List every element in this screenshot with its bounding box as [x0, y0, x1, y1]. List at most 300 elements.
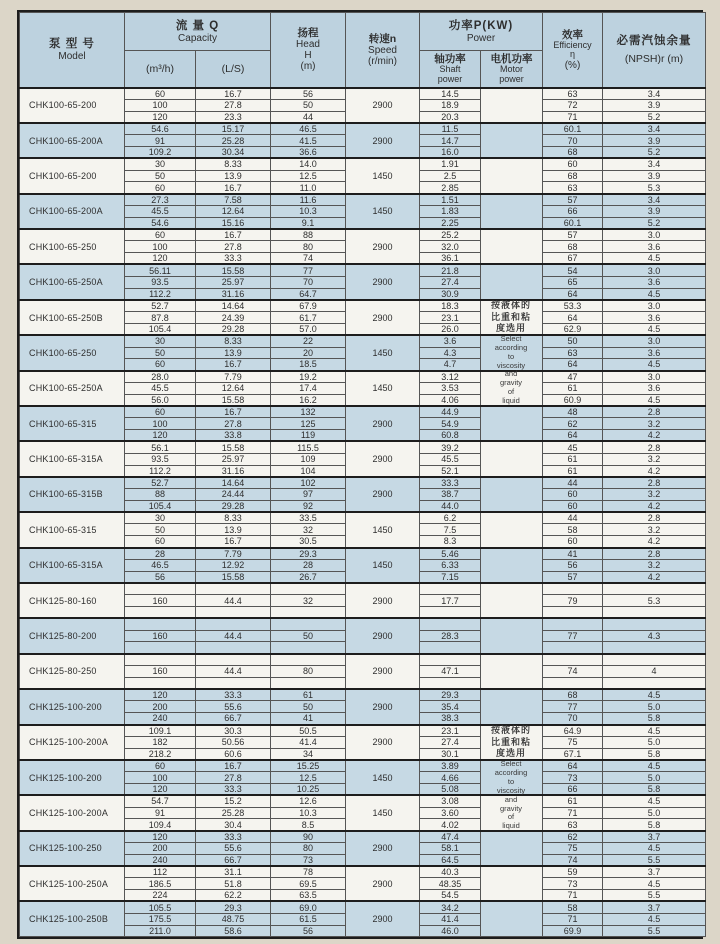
model-group: [20, 406, 706, 441]
model-cell: CHK125-100-200: [20, 760, 125, 795]
model-cell: CHK125-100-200: [20, 689, 125, 724]
header-model: [20, 13, 125, 88]
capacity-m3h-cell: [125, 583, 196, 595]
motor-power-cell: [481, 477, 543, 512]
shaft-power-cell: 21.8: [420, 264, 481, 276]
model-group: [20, 335, 706, 370]
efficiency-cell: 68: [543, 241, 603, 253]
capacity-m3h-cell: 224: [125, 890, 196, 902]
table-row: [20, 583, 706, 595]
head-cell: 34: [271, 748, 346, 760]
capacity-m3h-cell: 160: [125, 595, 196, 607]
capacity-m3h-cell: 120: [125, 253, 196, 265]
shaft-power-cell: 34.2: [420, 901, 481, 913]
header-unit-m3h: (m³/h): [125, 51, 196, 88]
npsh-cell: 4.5: [603, 760, 706, 772]
capacity-m3h-cell: 93.5: [125, 453, 196, 465]
efficiency-cell: 61: [543, 453, 603, 465]
shaft-power-cell: 14.7: [420, 135, 481, 147]
shaft-power-cell: 3.6: [420, 335, 481, 347]
head-cell: 10.3: [271, 205, 346, 217]
npsh-cell: 4.5: [603, 843, 706, 855]
capacity-ls-cell: 25.97: [196, 453, 271, 465]
head-cell: 74: [271, 253, 346, 265]
efficiency-cell: 60.1: [543, 123, 603, 135]
npsh-cell: 5.0: [603, 701, 706, 713]
model-cell: CHK100-65-250A: [20, 264, 125, 299]
capacity-ls-cell: 13.9: [196, 347, 271, 359]
npsh-cell: [603, 677, 706, 689]
efficiency-cell: [543, 583, 603, 595]
capacity-m3h-cell: 175.5: [125, 913, 196, 925]
head-cell: 10.25: [271, 784, 346, 796]
npsh-cell: [603, 618, 706, 630]
capacity-m3h-cell: 54.7: [125, 795, 196, 807]
motor-power-cell: [481, 335, 543, 370]
efficiency-cell: 75: [543, 736, 603, 748]
capacity-ls-cell: 15.17: [196, 123, 271, 135]
model-group: [20, 548, 706, 583]
head-cell: 19.2: [271, 371, 346, 383]
efficiency-cell: 67: [543, 253, 603, 265]
capacity-m3h-cell: 100: [125, 772, 196, 784]
efficiency-cell: [543, 677, 603, 689]
header-npsh-cn: 必需汽蚀余量: [616, 34, 692, 47]
table-row: [20, 300, 706, 312]
table-row: [20, 512, 706, 524]
efficiency-cell: 66: [543, 205, 603, 217]
model-group: [20, 300, 706, 335]
shaft-power-cell: 27.4: [420, 276, 481, 288]
efficiency-cell: 60: [543, 500, 603, 512]
shaft-power-cell: 35.4: [420, 701, 481, 713]
header-efficiency-cn: 效率: [562, 28, 583, 41]
efficiency-cell: 41: [543, 548, 603, 560]
npsh-cell: 5.2: [603, 146, 706, 158]
table-row: [20, 901, 706, 913]
npsh-cell: 3.7: [603, 901, 706, 913]
head-cell: [271, 618, 346, 630]
capacity-ls-cell: [196, 677, 271, 689]
capacity-ls-cell: 15.58: [196, 394, 271, 406]
header-model-cn: 泵 型 号: [49, 37, 95, 50]
model-cell: CHK100-65-315A: [20, 548, 125, 583]
npsh-cell: 3.4: [603, 123, 706, 135]
npsh-cell: 4.5: [603, 253, 706, 265]
table-row: [20, 264, 706, 276]
shaft-power-cell: 48.35: [420, 878, 481, 890]
model-cell: CHK100-65-250A: [20, 371, 125, 406]
shaft-power-cell: 8.3: [420, 536, 481, 548]
npsh-cell: 4.5: [603, 323, 706, 335]
head-cell: 61: [271, 689, 346, 701]
efficiency-cell: 62: [543, 831, 603, 843]
head-cell: 78: [271, 866, 346, 878]
speed-cell: 1450: [346, 194, 420, 229]
header-head-cn: 扬程: [297, 27, 319, 40]
capacity-ls-cell: [196, 583, 271, 595]
header-capacity: [125, 13, 271, 51]
model-cell: CHK125-80-200: [20, 618, 125, 653]
head-cell: 22: [271, 335, 346, 347]
capacity-ls-cell: 24.39: [196, 312, 271, 324]
capacity-m3h-cell: 50: [125, 524, 196, 536]
shaft-power-cell: 47.4: [420, 831, 481, 843]
efficiency-cell: 64: [543, 760, 603, 772]
model-group: [20, 866, 706, 901]
capacity-m3h-cell: 100: [125, 241, 196, 253]
capacity-ls-cell: 7.79: [196, 371, 271, 383]
table-row: [20, 760, 706, 772]
shaft-power-cell: 2.85: [420, 182, 481, 194]
npsh-cell: 3.9: [603, 170, 706, 182]
speed-cell: 1450: [346, 512, 420, 547]
head-cell: 119: [271, 430, 346, 442]
capacity-m3h-cell: 100: [125, 418, 196, 430]
efficiency-cell: 56: [543, 559, 603, 571]
table-row: [20, 618, 706, 630]
capacity-ls-cell: 30.3: [196, 725, 271, 737]
capacity-m3h-cell: 218.2: [125, 748, 196, 760]
npsh-cell: 3.4: [603, 194, 706, 206]
speed-cell: 2900: [346, 654, 420, 689]
head-cell: 73: [271, 854, 346, 866]
efficiency-cell: 64: [543, 359, 603, 371]
capacity-ls-cell: 44.4: [196, 630, 271, 642]
efficiency-cell: 71: [543, 111, 603, 123]
model-cell: CHK100-65-315B: [20, 477, 125, 512]
capacity-ls-cell: 12.64: [196, 382, 271, 394]
shaft-power-cell: 18.3: [420, 300, 481, 312]
efficiency-cell: 60.9: [543, 394, 603, 406]
npsh-cell: 5.0: [603, 807, 706, 819]
capacity-m3h-cell: 54.6: [125, 217, 196, 229]
capacity-ls-cell: 27.8: [196, 772, 271, 784]
npsh-cell: 5.8: [603, 819, 706, 831]
npsh-cell: 5.5: [603, 890, 706, 902]
capacity-ls-cell: 29.28: [196, 323, 271, 335]
speed-cell: 2900: [346, 477, 420, 512]
npsh-cell: 3.6: [603, 347, 706, 359]
npsh-cell: 5.3: [603, 595, 706, 607]
capacity-ls-cell: 23.3: [196, 111, 271, 123]
capacity-m3h-cell: 60: [125, 406, 196, 418]
capacity-ls-cell: 15.58: [196, 441, 271, 453]
npsh-cell: 5.2: [603, 217, 706, 229]
header-power-en: Power: [466, 32, 496, 44]
capacity-m3h-cell: [125, 677, 196, 689]
head-cell: [271, 583, 346, 595]
npsh-cell: 3.2: [603, 489, 706, 501]
shaft-power-cell: 47.1: [420, 666, 481, 678]
model-group: [20, 371, 706, 406]
npsh-cell: 2.8: [603, 406, 706, 418]
capacity-ls-cell: 33.8: [196, 430, 271, 442]
capacity-ls-cell: 25.97: [196, 276, 271, 288]
shaft-power-cell: 30.1: [420, 748, 481, 760]
capacity-m3h-cell: 60: [125, 88, 196, 100]
capacity-m3h-cell: 120: [125, 784, 196, 796]
shaft-power-cell: 3.53: [420, 382, 481, 394]
efficiency-cell: 57: [543, 194, 603, 206]
capacity-ls-cell: 27.8: [196, 99, 271, 111]
npsh-cell: 2.8: [603, 512, 706, 524]
table-row: [20, 335, 706, 347]
shaft-power-cell: 4.3: [420, 347, 481, 359]
shaft-power-cell: [420, 607, 481, 619]
shaft-power-cell: 6.2: [420, 512, 481, 524]
speed-cell: 2900: [346, 689, 420, 724]
model-group: [20, 229, 706, 264]
motor-power-cell: [481, 512, 543, 547]
capacity-ls-cell: 13.9: [196, 170, 271, 182]
capacity-m3h-cell: 109.2: [125, 146, 196, 158]
head-cell: 77: [271, 264, 346, 276]
table-row: [20, 123, 706, 135]
motor-note-en-upper: Select according to viscosity and gravity of liquid: [494, 333, 528, 406]
model-cell: CHK100-65-200A: [20, 194, 125, 229]
shaft-power-cell: 2.25: [420, 217, 481, 229]
efficiency-cell: [543, 618, 603, 630]
capacity-m3h-cell: 30: [125, 335, 196, 347]
model-cell: CHK100-65-200: [20, 88, 125, 123]
efficiency-cell: 57: [543, 229, 603, 241]
speed-cell: 1450: [346, 548, 420, 583]
head-cell: 12.5: [271, 170, 346, 182]
npsh-cell: 5.5: [603, 925, 706, 937]
npsh-cell: 5.0: [603, 772, 706, 784]
head-cell: 132: [271, 406, 346, 418]
capacity-ls-cell: 16.7: [196, 536, 271, 548]
header-efficiency: 效率 Efficiency η (%): [543, 13, 603, 88]
npsh-cell: 4: [603, 666, 706, 678]
capacity-m3h-cell: 211.0: [125, 925, 196, 937]
npsh-cell: 3.6: [603, 241, 706, 253]
motor-power-cell: [481, 689, 543, 724]
npsh-cell: 3.2: [603, 559, 706, 571]
table-row: [20, 406, 706, 418]
head-cell: 46.5: [271, 123, 346, 135]
motor-power-cell: [481, 548, 543, 583]
capacity-ls-cell: 25.28: [196, 135, 271, 147]
capacity-ls-cell: 30.34: [196, 146, 271, 158]
motor-power-cell: [481, 618, 543, 653]
head-cell: 61.7: [271, 312, 346, 324]
npsh-cell: 5.3: [603, 182, 706, 194]
capacity-ls-cell: 13.9: [196, 524, 271, 536]
pump-spec-table: [19, 12, 706, 937]
npsh-cell: 3.9: [603, 99, 706, 111]
capacity-ls-cell: 62.2: [196, 890, 271, 902]
speed-cell: 2900: [346, 831, 420, 866]
capacity-m3h-cell: 112: [125, 866, 196, 878]
capacity-ls-cell: 25.28: [196, 807, 271, 819]
capacity-ls-cell: 55.6: [196, 843, 271, 855]
efficiency-cell: 44: [543, 512, 603, 524]
capacity-m3h-cell: 52.7: [125, 477, 196, 489]
shaft-power-cell: [420, 642, 481, 654]
motor-note-cn-lower: 按液体的 比重和粘 度选用: [490, 725, 531, 759]
table-row: [20, 654, 706, 666]
shaft-power-cell: 26.0: [420, 323, 481, 335]
capacity-m3h-cell: 182: [125, 736, 196, 748]
motor-power-cell: [481, 123, 543, 158]
capacity-m3h-cell: [125, 618, 196, 630]
capacity-m3h-cell: 56.0: [125, 394, 196, 406]
table-row: [20, 689, 706, 701]
capacity-ls-cell: 24.44: [196, 489, 271, 501]
motor-power-cell: [481, 831, 543, 866]
header-npsh-en: (NPSH)r (m): [624, 52, 684, 65]
head-cell: 50: [271, 701, 346, 713]
capacity-m3h-cell: 112.2: [125, 288, 196, 300]
capacity-m3h-cell: 112.2: [125, 465, 196, 477]
shaft-power-cell: [420, 583, 481, 595]
table-row: [20, 795, 706, 807]
capacity-m3h-cell: 30: [125, 512, 196, 524]
model-group: [20, 689, 706, 724]
head-cell: 109: [271, 453, 346, 465]
efficiency-cell: 61: [543, 382, 603, 394]
table-row: [20, 371, 706, 383]
head-cell: 56: [271, 88, 346, 100]
capacity-m3h-cell: 56.11: [125, 264, 196, 276]
speed-cell: 2900: [346, 441, 420, 476]
capacity-m3h-cell: 60: [125, 760, 196, 772]
model-group: [20, 512, 706, 547]
capacity-ls-cell: 33.3: [196, 784, 271, 796]
efficiency-cell: 77: [543, 630, 603, 642]
head-cell: 9.1: [271, 217, 346, 229]
model-cell: CHK100-65-315: [20, 512, 125, 547]
capacity-ls-cell: 48.75: [196, 913, 271, 925]
speed-cell: 2900: [346, 88, 420, 123]
efficiency-cell: 60: [543, 536, 603, 548]
efficiency-cell: 71: [543, 890, 603, 902]
efficiency-cell: 47: [543, 371, 603, 383]
head-cell: 10.3: [271, 807, 346, 819]
head-cell: 20: [271, 347, 346, 359]
capacity-ls-cell: 14.64: [196, 477, 271, 489]
efficiency-cell: [543, 607, 603, 619]
capacity-ls-cell: 8.33: [196, 335, 271, 347]
table-row: [20, 194, 706, 206]
table-row: [20, 88, 706, 100]
head-cell: 33.5: [271, 512, 346, 524]
capacity-ls-cell: 15.16: [196, 217, 271, 229]
head-cell: 17.4: [271, 382, 346, 394]
model-cell: CHK125-100-250: [20, 831, 125, 866]
capacity-ls-cell: 31.16: [196, 288, 271, 300]
shaft-power-cell: 2.5: [420, 170, 481, 182]
npsh-cell: 3.6: [603, 312, 706, 324]
head-cell: 69.0: [271, 901, 346, 913]
table-row: [20, 229, 706, 241]
head-cell: 102: [271, 477, 346, 489]
efficiency-cell: 74: [543, 854, 603, 866]
motor-power-cell: [481, 300, 543, 335]
npsh-cell: 3.6: [603, 382, 706, 394]
model-group: [20, 123, 706, 158]
shaft-power-cell: 28.3: [420, 630, 481, 642]
npsh-cell: [603, 654, 706, 666]
capacity-m3h-cell: 87.8: [125, 312, 196, 324]
capacity-m3h-cell: 120: [125, 111, 196, 123]
motor-power-cell: [481, 406, 543, 441]
head-cell: 36.6: [271, 146, 346, 158]
head-cell: 125: [271, 418, 346, 430]
capacity-ls-cell: 12.92: [196, 559, 271, 571]
capacity-ls-cell: 50.56: [196, 736, 271, 748]
head-cell: 69.5: [271, 878, 346, 890]
efficiency-cell: 64: [543, 288, 603, 300]
npsh-cell: 3.0: [603, 371, 706, 383]
capacity-m3h-cell: 45.5: [125, 382, 196, 394]
shaft-power-cell: 20.3: [420, 111, 481, 123]
capacity-ls-cell: 30.4: [196, 819, 271, 831]
efficiency-cell: 57: [543, 571, 603, 583]
npsh-cell: 4.5: [603, 394, 706, 406]
capacity-ls-cell: 31.16: [196, 465, 271, 477]
model-cell: CHK125-100-250A: [20, 866, 125, 901]
efficiency-cell: 68: [543, 146, 603, 158]
capacity-ls-cell: 27.8: [196, 418, 271, 430]
efficiency-cell: 71: [543, 913, 603, 925]
npsh-cell: 4.5: [603, 878, 706, 890]
capacity-m3h-cell: 105.4: [125, 500, 196, 512]
model-cell: CHK125-80-160: [20, 583, 125, 618]
capacity-ls-cell: 33.3: [196, 831, 271, 843]
shaft-power-cell: 40.3: [420, 866, 481, 878]
model-group: [20, 901, 706, 936]
capacity-m3h-cell: 52.7: [125, 300, 196, 312]
efficiency-cell: 59: [543, 866, 603, 878]
shaft-power-cell: 4.66: [420, 772, 481, 784]
efficiency-cell: 64: [543, 312, 603, 324]
efficiency-cell: 60: [543, 489, 603, 501]
npsh-cell: 4.2: [603, 536, 706, 548]
model-cell: CHK100-65-200: [20, 158, 125, 193]
shaft-power-cell: 1.91: [420, 158, 481, 170]
head-cell: 8.5: [271, 819, 346, 831]
model-cell: CHK125-80-250: [20, 654, 125, 689]
model-cell: CHK100-65-200A: [20, 123, 125, 158]
npsh-cell: 4.5: [603, 913, 706, 925]
head-cell: 12.6: [271, 795, 346, 807]
npsh-cell: 2.8: [603, 548, 706, 560]
shaft-power-cell: 4.7: [420, 359, 481, 371]
capacity-ls-cell: 7.79: [196, 548, 271, 560]
model-group: [20, 158, 706, 193]
efficiency-cell: 54: [543, 264, 603, 276]
speed-cell: 2900: [346, 725, 420, 760]
npsh-cell: 4.2: [603, 430, 706, 442]
efficiency-cell: 63: [543, 88, 603, 100]
shaft-power-cell: 1.83: [420, 205, 481, 217]
capacity-m3h-cell: 186.5: [125, 878, 196, 890]
shaft-power-cell: [420, 618, 481, 630]
capacity-ls-cell: 15.2: [196, 795, 271, 807]
shaft-power-cell: 38.3: [420, 713, 481, 725]
npsh-cell: 3.7: [603, 831, 706, 843]
capacity-ls-cell: 7.58: [196, 194, 271, 206]
head-cell: 11.6: [271, 194, 346, 206]
efficiency-cell: 58: [543, 524, 603, 536]
shaft-power-cell: 3.12: [420, 371, 481, 383]
npsh-cell: 3.2: [603, 524, 706, 536]
npsh-cell: 3.2: [603, 453, 706, 465]
efficiency-cell: [543, 654, 603, 666]
